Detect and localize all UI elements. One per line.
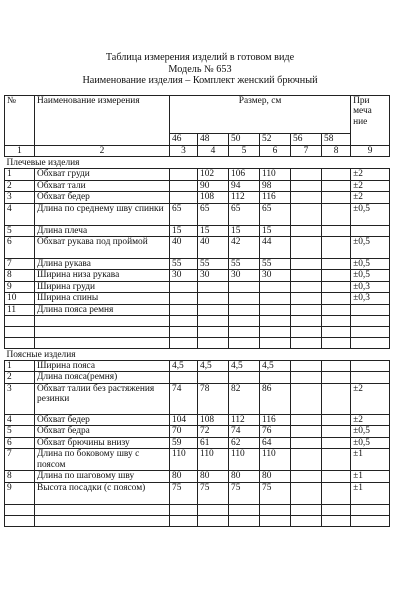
empty-cell xyxy=(260,515,291,526)
table-row xyxy=(5,281,390,292)
table-row xyxy=(5,203,390,225)
table-row xyxy=(5,192,390,203)
size-value: 30 xyxy=(198,270,229,281)
size-value: 110 xyxy=(260,169,291,180)
size-header-cell: 46 xyxy=(170,134,198,146)
size-value: 74 xyxy=(170,383,198,414)
empty-cell xyxy=(322,316,351,327)
header-size: Размер, см xyxy=(170,96,351,134)
size-value: 98 xyxy=(260,180,291,191)
empty-cell xyxy=(198,338,229,349)
size-value xyxy=(322,281,351,292)
tolerance-note: ±2 xyxy=(351,169,390,180)
section-title-row xyxy=(5,157,390,169)
size-value: 59 xyxy=(170,437,198,448)
size-value: 30 xyxy=(229,270,260,281)
row-number: 3 xyxy=(5,192,35,203)
size-value: 40 xyxy=(170,237,198,259)
empty-cell xyxy=(291,338,322,349)
size-value: 108 xyxy=(198,414,229,425)
empty-cell xyxy=(260,327,291,338)
empty-cell xyxy=(5,327,35,338)
measurement-name: Длина по боковому шву с поясом xyxy=(35,449,170,471)
row-number: 1 xyxy=(5,361,35,372)
table-row xyxy=(5,372,390,383)
empty-cell xyxy=(198,316,229,327)
measurement-name: Обхват бедер xyxy=(35,192,170,203)
size-value xyxy=(198,281,229,292)
size-value xyxy=(322,426,351,437)
size-header-cell: 58 xyxy=(322,134,351,146)
size-value xyxy=(198,293,229,304)
empty-cell xyxy=(291,504,322,515)
empty-cell xyxy=(322,338,351,349)
size-header-cell: 48 xyxy=(198,134,229,146)
size-value: 62 xyxy=(229,437,260,448)
title-line-1: Таблица измерения изделий в готовом виде xyxy=(105,52,295,63)
size-value xyxy=(291,383,322,414)
tolerance-note: ±2 xyxy=(351,180,390,191)
empty-cell xyxy=(229,316,260,327)
empty-cell xyxy=(5,338,35,349)
measurement-name: Длина рукава xyxy=(35,259,170,270)
size-value: 15 xyxy=(260,225,291,236)
size-value xyxy=(291,426,322,437)
row-number: 3 xyxy=(5,383,35,414)
size-value xyxy=(198,304,229,315)
size-header-cell: 50 xyxy=(229,134,260,146)
table-row xyxy=(5,180,390,191)
table-row xyxy=(5,270,390,281)
size-value xyxy=(229,281,260,292)
tolerance-note: ±2 xyxy=(351,414,390,425)
empty-row xyxy=(5,504,390,515)
tolerance-note: ±1 xyxy=(351,471,390,482)
tolerance-note: ±0,5 xyxy=(351,426,390,437)
size-value: 72 xyxy=(198,426,229,437)
table-row xyxy=(5,361,390,372)
size-value xyxy=(322,293,351,304)
size-value: 75 xyxy=(260,482,291,504)
tolerance-note: ±0,5 xyxy=(351,437,390,448)
size-value: 70 xyxy=(170,426,198,437)
table-row xyxy=(5,237,390,259)
size-value xyxy=(322,192,351,203)
tolerance-note: ±0,3 xyxy=(351,293,390,304)
table-row xyxy=(5,426,390,437)
empty-row xyxy=(5,515,390,526)
row-number: 9 xyxy=(5,482,35,504)
section-title: Плечевые изделия xyxy=(5,157,390,169)
size-value: 106 xyxy=(229,169,260,180)
size-value: 64 xyxy=(260,437,291,448)
size-header-cell: 52 xyxy=(260,134,291,146)
size-value xyxy=(291,414,322,425)
size-value xyxy=(291,361,322,372)
column-index-cell: 3 xyxy=(170,146,198,157)
size-value xyxy=(291,237,322,259)
size-value xyxy=(291,259,322,270)
tolerance-note: ±0,5 xyxy=(351,237,390,259)
tolerance-note: ±1 xyxy=(351,482,390,504)
size-value xyxy=(291,281,322,292)
size-value xyxy=(322,361,351,372)
measurement-name: Ширина груди xyxy=(35,281,170,292)
column-index-cell: 1 xyxy=(5,146,35,157)
empty-row xyxy=(5,327,390,338)
size-value xyxy=(260,304,291,315)
tolerance-note xyxy=(351,361,390,372)
empty-cell xyxy=(198,327,229,338)
size-value: 15 xyxy=(229,225,260,236)
column-index-cell: 2 xyxy=(35,146,170,157)
size-value xyxy=(170,192,198,203)
empty-cell xyxy=(351,327,390,338)
table-row xyxy=(5,449,390,471)
size-value xyxy=(170,180,198,191)
tolerance-note: ±1 xyxy=(351,449,390,471)
empty-cell xyxy=(260,338,291,349)
size-value xyxy=(322,270,351,281)
empty-row xyxy=(5,338,390,349)
row-number: 1 xyxy=(5,169,35,180)
table-row xyxy=(5,471,390,482)
measurement-name: Обхват бедер xyxy=(35,414,170,425)
empty-cell xyxy=(291,515,322,526)
table-row xyxy=(5,225,390,236)
empty-cell xyxy=(229,504,260,515)
size-value xyxy=(260,293,291,304)
size-value: 80 xyxy=(260,471,291,482)
size-value: 61 xyxy=(198,437,229,448)
empty-cell xyxy=(170,338,198,349)
empty-cell xyxy=(170,327,198,338)
empty-cell xyxy=(170,515,198,526)
size-value: 30 xyxy=(260,270,291,281)
title-line-3: Наименование изделия – Комплект женский брючный xyxy=(82,75,318,86)
empty-cell xyxy=(198,504,229,515)
empty-cell xyxy=(322,504,351,515)
header-note: При меча ние xyxy=(351,96,390,146)
header-number: № xyxy=(5,96,35,146)
section-title: Поясные изделия xyxy=(5,349,390,361)
size-value: 75 xyxy=(170,482,198,504)
size-value: 86 xyxy=(260,383,291,414)
measurement-name: Обхват груди xyxy=(35,169,170,180)
size-value xyxy=(322,203,351,225)
size-header-cell: 56 xyxy=(291,134,322,146)
size-value xyxy=(291,203,322,225)
empty-cell xyxy=(351,316,390,327)
size-value: 55 xyxy=(198,259,229,270)
size-value: 110 xyxy=(229,449,260,471)
size-value: 102 xyxy=(198,169,229,180)
measurement-name: Длина пояса(ремня) xyxy=(35,372,170,383)
column-index-cell: 9 xyxy=(351,146,390,157)
size-value xyxy=(229,304,260,315)
size-value xyxy=(322,180,351,191)
size-value: 65 xyxy=(198,203,229,225)
row-number: 5 xyxy=(5,225,35,236)
size-value xyxy=(170,169,198,180)
size-value: 65 xyxy=(260,203,291,225)
row-number: 4 xyxy=(5,203,35,225)
size-value: 80 xyxy=(198,471,229,482)
empty-cell xyxy=(260,504,291,515)
size-value: 75 xyxy=(229,482,260,504)
size-value: 55 xyxy=(229,259,260,270)
size-value: 74 xyxy=(229,426,260,437)
table-row xyxy=(5,437,390,448)
size-value xyxy=(260,372,291,383)
size-value: 55 xyxy=(170,259,198,270)
size-value: 78 xyxy=(198,383,229,414)
size-value: 94 xyxy=(229,180,260,191)
row-number: 6 xyxy=(5,437,35,448)
row-number: 7 xyxy=(5,259,35,270)
empty-row xyxy=(5,316,390,327)
column-index-cell: 5 xyxy=(229,146,260,157)
size-value: 15 xyxy=(198,225,229,236)
empty-cell xyxy=(170,504,198,515)
table-row xyxy=(5,383,390,414)
size-value: 4,5 xyxy=(229,361,260,372)
empty-cell xyxy=(35,338,170,349)
size-value xyxy=(322,304,351,315)
empty-cell xyxy=(291,327,322,338)
size-value xyxy=(229,293,260,304)
size-value: 30 xyxy=(170,270,198,281)
size-value: 65 xyxy=(170,203,198,225)
tolerance-note: ±2 xyxy=(351,383,390,414)
measurement-name: Высота посадки (с поясом) xyxy=(35,482,170,504)
title-line-2: Модель № 653 xyxy=(168,63,232,75)
table-row xyxy=(5,414,390,425)
table-row xyxy=(5,169,390,180)
empty-cell xyxy=(260,316,291,327)
row-number: 8 xyxy=(5,471,35,482)
size-value: 112 xyxy=(229,192,260,203)
empty-cell xyxy=(35,316,170,327)
empty-cell xyxy=(198,515,229,526)
size-value: 110 xyxy=(170,449,198,471)
size-value: 15 xyxy=(170,225,198,236)
size-value xyxy=(322,225,351,236)
empty-cell xyxy=(229,515,260,526)
size-value: 4,5 xyxy=(198,361,229,372)
measurement-name: Обхват брючины внизу xyxy=(35,437,170,448)
measurement-name: Обхват тали xyxy=(35,180,170,191)
measurement-name: Длина по среднему шву спинки xyxy=(35,203,170,225)
size-value xyxy=(291,471,322,482)
column-index-cell: 4 xyxy=(198,146,229,157)
size-value: 65 xyxy=(229,203,260,225)
empty-cell xyxy=(351,338,390,349)
table-row xyxy=(5,259,390,270)
empty-cell xyxy=(229,338,260,349)
row-number: 2 xyxy=(5,180,35,191)
size-value: 75 xyxy=(198,482,229,504)
size-value: 116 xyxy=(260,192,291,203)
empty-cell xyxy=(322,327,351,338)
row-number: 5 xyxy=(5,426,35,437)
empty-cell xyxy=(322,515,351,526)
measurement-name: Ширина низа рукава xyxy=(35,270,170,281)
size-value: 55 xyxy=(260,259,291,270)
size-value: 80 xyxy=(229,471,260,482)
size-value: 112 xyxy=(229,414,260,425)
size-value xyxy=(322,471,351,482)
row-number: 6 xyxy=(5,237,35,259)
empty-cell xyxy=(35,327,170,338)
size-value xyxy=(291,180,322,191)
size-value: 42 xyxy=(229,237,260,259)
row-number: 11 xyxy=(5,304,35,315)
tolerance-note: ±2 xyxy=(351,192,390,203)
measurement-name: Длина пояса ремня xyxy=(35,304,170,315)
size-value: 76 xyxy=(260,426,291,437)
measurement-name: Ширина пояса xyxy=(35,361,170,372)
measurement-table xyxy=(4,95,390,527)
tolerance-note: ±0,5 xyxy=(351,270,390,281)
size-value xyxy=(322,414,351,425)
table-row xyxy=(5,482,390,504)
empty-cell xyxy=(35,515,170,526)
size-value xyxy=(260,281,291,292)
tolerance-note: ±0,3 xyxy=(351,281,390,292)
size-value xyxy=(291,372,322,383)
tolerance-note xyxy=(351,225,390,236)
measurement-name: Ширина спины xyxy=(35,293,170,304)
size-value: 40 xyxy=(198,237,229,259)
tolerance-note: ±0,5 xyxy=(351,203,390,225)
size-value xyxy=(291,437,322,448)
row-number: 9 xyxy=(5,281,35,292)
row-number: 2 xyxy=(5,372,35,383)
size-value: 90 xyxy=(198,180,229,191)
size-value xyxy=(170,281,198,292)
row-number: 10 xyxy=(5,293,35,304)
row-number: 8 xyxy=(5,270,35,281)
document-title xyxy=(0,52,400,87)
empty-cell xyxy=(35,504,170,515)
empty-cell xyxy=(291,316,322,327)
measurement-name: Длина плеча xyxy=(35,225,170,236)
size-value xyxy=(322,437,351,448)
size-value xyxy=(291,192,322,203)
row-number: 7 xyxy=(5,449,35,471)
tolerance-note xyxy=(351,372,390,383)
measurement-name: Длина по шаговому шву xyxy=(35,471,170,482)
size-value xyxy=(291,293,322,304)
measurement-name: Обхват рукава под проймой xyxy=(35,237,170,259)
size-value xyxy=(322,372,351,383)
size-value: 116 xyxy=(260,414,291,425)
size-value: 108 xyxy=(198,192,229,203)
size-value xyxy=(291,270,322,281)
size-value xyxy=(291,449,322,471)
size-value xyxy=(170,372,198,383)
size-value xyxy=(198,372,229,383)
column-index-cell: 6 xyxy=(260,146,291,157)
size-value xyxy=(170,304,198,315)
size-value xyxy=(322,237,351,259)
tolerance-note xyxy=(351,304,390,315)
size-value: 104 xyxy=(170,414,198,425)
size-value xyxy=(229,372,260,383)
header-measurement-name: Наименование измерения xyxy=(35,96,170,146)
size-value xyxy=(291,225,322,236)
tolerance-note: ±0,5 xyxy=(351,259,390,270)
size-value xyxy=(322,383,351,414)
empty-cell xyxy=(5,515,35,526)
row-number: 4 xyxy=(5,414,35,425)
size-value xyxy=(291,482,322,504)
size-value xyxy=(291,304,322,315)
measurement-name: Обхват талии без растяжения резинки xyxy=(35,383,170,414)
empty-cell xyxy=(229,327,260,338)
empty-cell xyxy=(351,515,390,526)
column-index-cell: 7 xyxy=(291,146,322,157)
size-value xyxy=(291,169,322,180)
table-row xyxy=(5,293,390,304)
size-value: 44 xyxy=(260,237,291,259)
size-value xyxy=(322,449,351,471)
measurement-name: Обхват бедра xyxy=(35,426,170,437)
size-value xyxy=(170,293,198,304)
size-value: 80 xyxy=(170,471,198,482)
empty-cell xyxy=(5,316,35,327)
size-value xyxy=(322,482,351,504)
size-value: 4,5 xyxy=(260,361,291,372)
size-value: 110 xyxy=(198,449,229,471)
size-value: 4,5 xyxy=(170,361,198,372)
column-index-cell: 8 xyxy=(322,146,351,157)
section-title-row xyxy=(5,349,390,361)
empty-cell xyxy=(5,504,35,515)
size-value xyxy=(322,169,351,180)
size-value: 82 xyxy=(229,383,260,414)
empty-cell xyxy=(170,316,198,327)
table-row xyxy=(5,304,390,315)
size-value: 110 xyxy=(260,449,291,471)
empty-cell xyxy=(351,504,390,515)
size-value xyxy=(322,259,351,270)
